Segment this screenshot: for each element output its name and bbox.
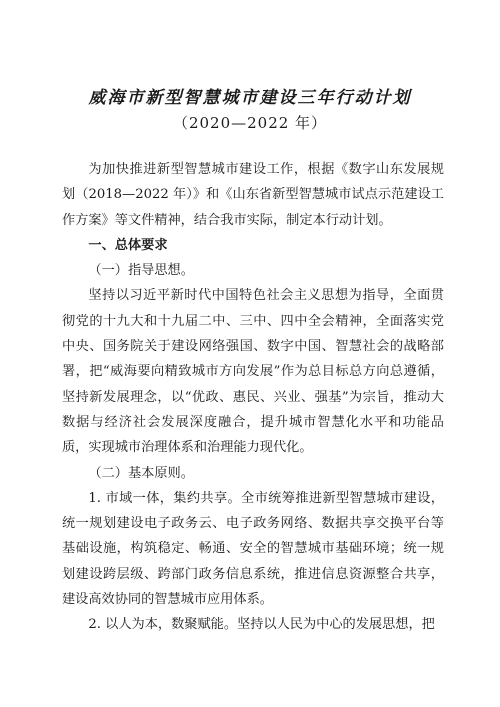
guiding-ideology-paragraph: 坚持以习近平新时代中国特色社会主义思想为指导，全面贯彻党的十九大和十九届二中、三中、四中全会精神，全面落实党中央、国务院关于建设网络强国、数字中国、智慧社会的战略部署，把“威海要向精致城市方向发展”作为总目标总方向总遵循，坚持新发展理念，以“优政、惠民、兴业、强基”为宗旨，推动大数据与经济社会发展深度融合，提升城市智慧化水平和功能品质，实现城市治理体系和治理能力现代化。: [62, 288, 444, 456]
subsection-heading: （一）指导思想。: [88, 263, 194, 279]
intro-paragraph: 为加快推进新型智慧城市建设工作，根据《数字山东发展规划（2018—2022 年）》和《山东省新型智慧城市试点示范建设工作方案》等文件精神，结合我市实际，制定本行动计划。: [62, 162, 444, 228]
principle-paragraph: 2. 以人为本，数聚赋能。坚持以人民为中心的发展思想，把: [88, 617, 435, 633]
subsection-heading: （二）基本原则。: [88, 465, 194, 481]
document-title: 威海市新型智慧城市建设三年行动计划: [88, 88, 412, 108]
document-body: [62, 157, 444, 638]
principle-paragraph: 1. 市域一体，集约共享。全市统筹推进新型智慧城市建设，统一规划建设电子政务云、电子政务网络、数据共享交换平台等基础设施，构筑稳定、畅通、安全的智慧城市基础环境；统一规划建设跨层级、跨部门政务信息系统，推进信息资源整合共享，建设高效协同的智慧城市应用体系。: [62, 490, 444, 608]
section-heading: 一、总体要求: [88, 237, 168, 253]
document-subtitle: （2020—2022 年）: [172, 114, 328, 132]
